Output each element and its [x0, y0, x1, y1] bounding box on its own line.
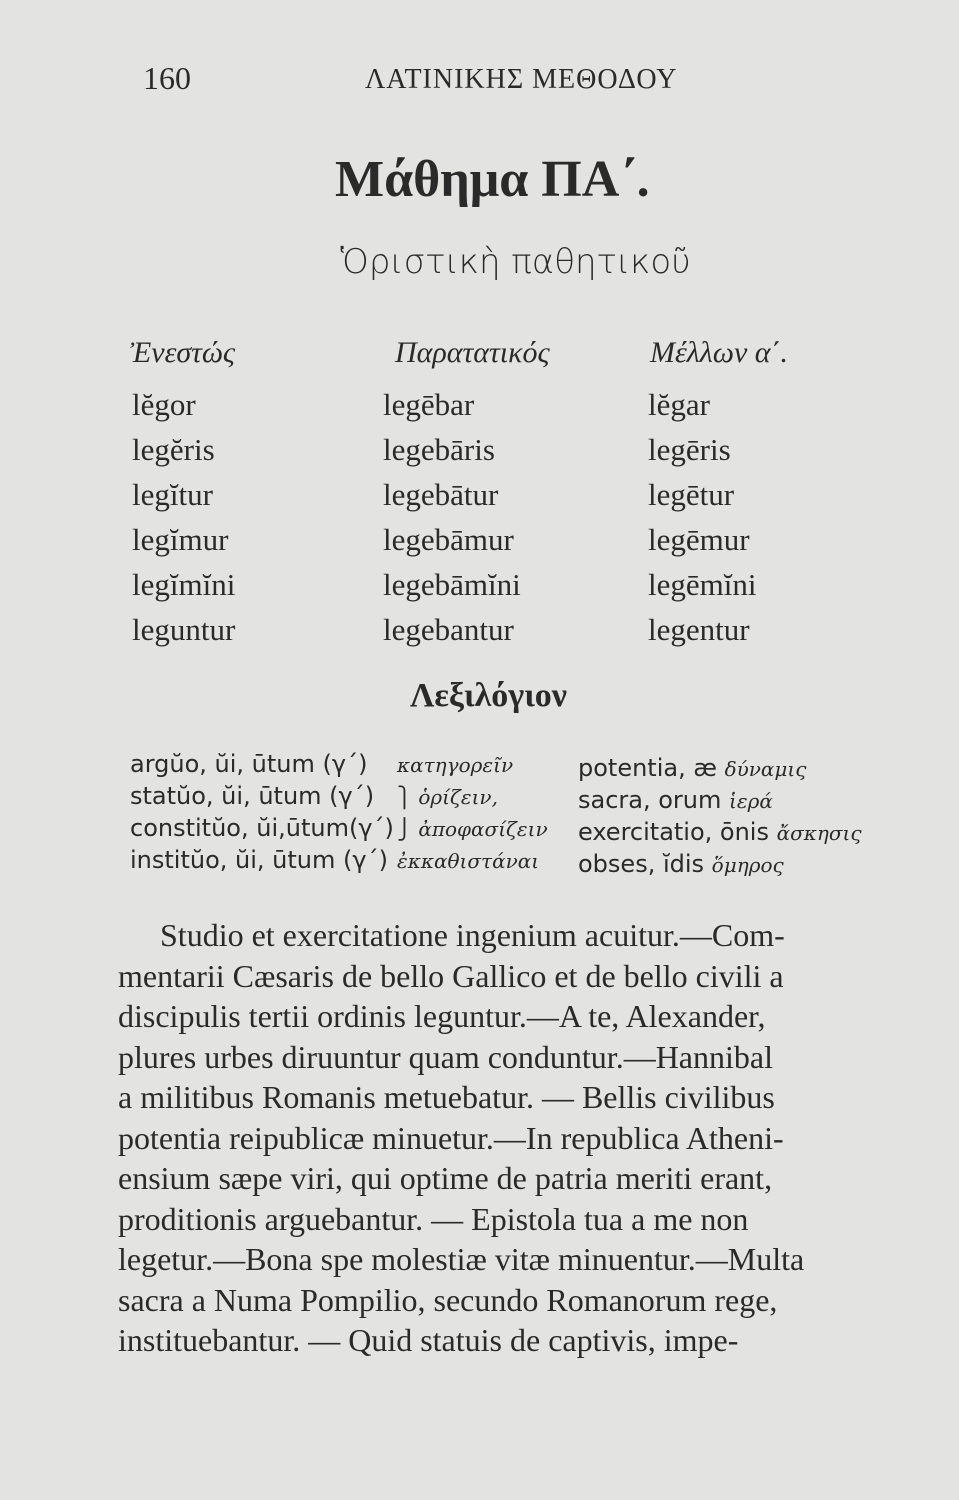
vocabulary-latin: institŭo, ŭi, ūtum (γ΄) [130, 846, 388, 874]
vocabulary-entry [130, 780, 548, 812]
conjugation-form: lĕgor [132, 387, 196, 422]
exercise-line: instituebantur. — Quid statuis de captivis, impe- [118, 1322, 739, 1358]
vocabulary-entry [130, 812, 548, 844]
vocabulary-title: Λεξιλόγιον [410, 677, 567, 714]
vocabulary-left-list [130, 748, 548, 876]
vocabulary-greek: ἐκκαθιστάναι [397, 849, 540, 873]
vocabulary-latin: potentia, æ [578, 754, 717, 782]
column-heading-present: Ἐνεστώς [130, 336, 236, 369]
conjugation-column-future [648, 382, 756, 652]
exercise-line: potentia reipublicæ minuetur.—In republica Atheni- [118, 1119, 784, 1156]
conjugation-form: legĭtur [132, 477, 213, 512]
exercise-line: sacra a Numa Pompilio, secundo Romanorum rege, [118, 1281, 778, 1318]
page-number: 160 [143, 60, 191, 96]
vocabulary-latin: obses, ĭdis [578, 850, 705, 878]
vocabulary-greek: κατηγορεῖν [397, 753, 514, 777]
conjugation-form: legentur [648, 612, 750, 647]
exercise-line: plures urbes diruuntur quam conduntur.—Hannibal [118, 1038, 773, 1075]
exercise-line: ensium sæpe viri, qui optime de patria meriti erant, [118, 1160, 773, 1196]
exercise-line: a militibus Romanis metuebatur. — Bellis civilibus [118, 1079, 775, 1115]
conjugation-form: legebāmĭni [383, 567, 521, 602]
column-heading-imperfect: Παρατατικός [395, 336, 550, 369]
vocabulary-latin: sacra, orum [578, 786, 722, 814]
conjugation-form: legēbar [383, 387, 475, 422]
exercise-line: legetur.—Bona spe molestiæ vitæ minuentur.—Multa [118, 1241, 805, 1277]
conjugation-form: legētur [648, 477, 735, 512]
vocabulary-entry [130, 748, 548, 780]
running-title: ΛΑΤΙΝΙΚΗΣ ΜΕΘΟΔΟΥ [365, 64, 678, 95]
conjugation-form: legebantur [383, 612, 514, 647]
vocabulary-latin: statŭo, ŭi, ūtum (γ΄) [130, 782, 375, 810]
exercise-line: discipulis tertii ordinis leguntur.—A te, Alexander, [118, 998, 766, 1034]
conjugation-form: legēris [648, 432, 731, 467]
vocabulary-greek: ⎭ ἀποφασίζειν [397, 817, 548, 841]
exercise-line: Studio et exercitatione ingenium acuitur.—Com- [160, 917, 785, 953]
exercise-line: mentarii Cæsaris de bello Gallico et de bello civili a [118, 957, 784, 994]
exercise-line: proditionis arguebantur. — Epistola tua a me non [118, 1200, 749, 1237]
conjugation-form: leguntur [132, 612, 236, 647]
vocabulary-latin: exercitatio, ōnis [578, 818, 769, 846]
vocabulary-entry [578, 784, 862, 816]
vocabulary-right-list [578, 752, 862, 880]
conjugation-form: legebātur [383, 477, 499, 512]
vocabulary-greek: δύναμις [724, 757, 807, 781]
conjugation-form: legĭmur [132, 522, 229, 557]
conjugation-column-imperfect [383, 382, 521, 652]
conjugation-column-present [132, 382, 235, 652]
lesson-subtitle: Ὁριστικὴ παθητικοῦ [340, 242, 691, 282]
vocabulary-latin: constitŭo, ŭi,ūtum(γ΄) [130, 814, 394, 842]
conjugation-form: legĕris [132, 432, 215, 467]
conjugation-form: legēmur [648, 522, 750, 557]
conjugation-form: legebāmur [383, 522, 514, 557]
vocabulary-greek: ⎫ ὁρίζειν, [397, 785, 498, 809]
conjugation-form: legēmĭni [648, 567, 757, 602]
column-heading-future: Μέλλων α΄. [650, 336, 789, 369]
vocabulary-greek: ὅμηρος [711, 853, 784, 877]
conjugation-form: legebāris [383, 432, 495, 467]
vocabulary-entry [130, 844, 548, 876]
lesson-title: Μάθημα ΠΑ΄. [335, 151, 650, 208]
conjugation-form: legĭmĭni [132, 567, 236, 602]
vocabulary-entry [578, 752, 862, 784]
vocabulary-greek: ἱερά [729, 789, 773, 813]
vocabulary-entry [578, 816, 862, 848]
exercise-paragraph [118, 915, 878, 1361]
vocabulary-latin: argŭo, ŭi, ūtum (γ΄) [130, 750, 368, 778]
vocabulary-greek: ἄσκησις [776, 821, 862, 845]
vocabulary-entry [578, 848, 862, 880]
conjugation-form: lĕgar [648, 387, 710, 422]
